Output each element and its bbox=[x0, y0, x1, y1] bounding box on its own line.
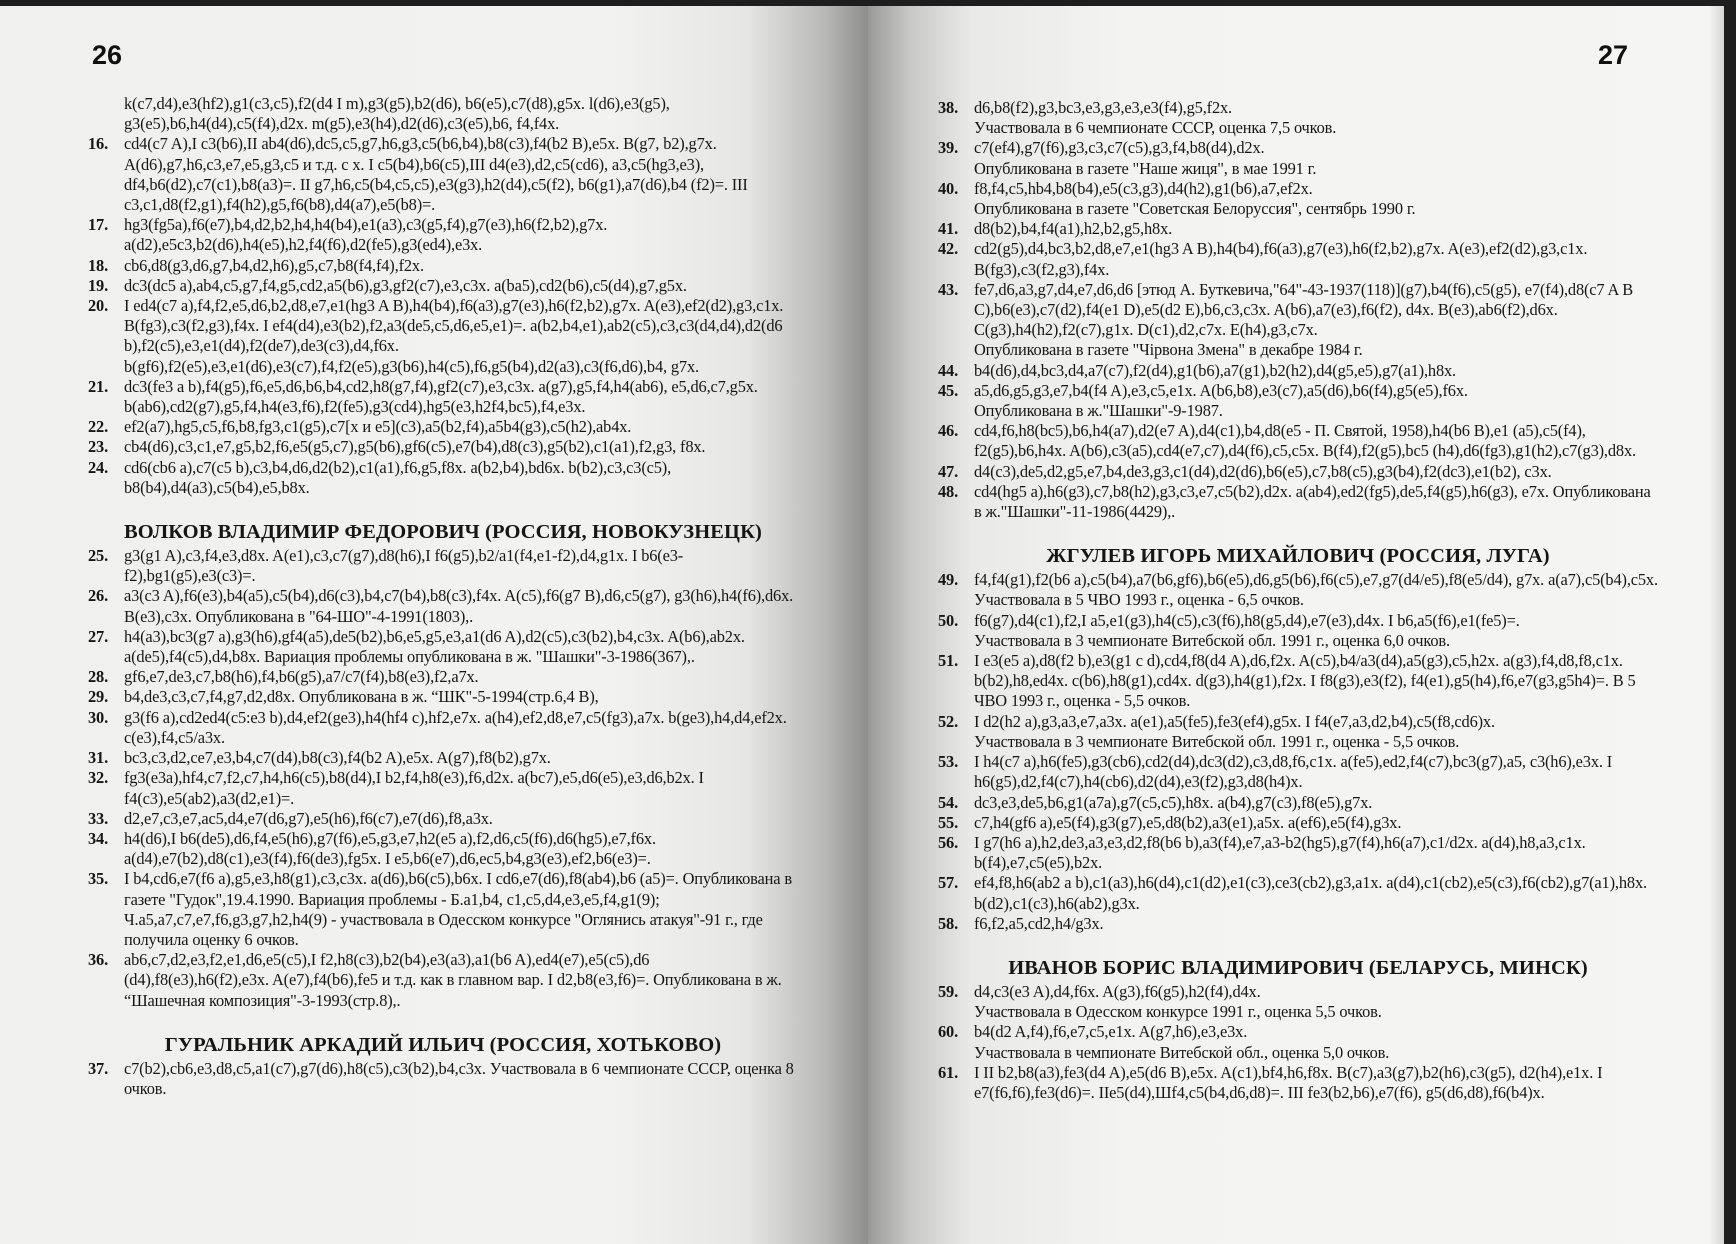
problem-solution: f8,f4,c5,hb4,b8(b4),e5(c3,g3),d4(h2),g1(b6),a7,ef2x. bbox=[974, 178, 1313, 198]
right-page-content bbox=[938, 98, 1658, 1103]
problem-entry bbox=[88, 1059, 798, 1099]
problem-note: Опубликована в газете "Советская Белоруссия", сентябрь 1990 г. bbox=[974, 199, 1416, 219]
problem-number: 47. bbox=[938, 461, 959, 481]
problem-number: 50. bbox=[938, 610, 959, 630]
problem-number: 25. bbox=[88, 546, 109, 566]
author-heading: ЖГУЛЕВ ИГОРЬ МИХАЙЛОВИЧ (РОССИЯ, ЛУГА) bbox=[1046, 545, 1550, 568]
problem-solution: dc3(dc5 a),ab4,c5,g7,f4,g5,cd2,a5(b6),g3,gf2(c7),e3,c3x. a(ba5),cd2(b6),c5(d4),g7,g5x. bbox=[124, 275, 687, 295]
problem-number: 56. bbox=[938, 832, 959, 852]
problem-entry bbox=[88, 627, 798, 667]
problem-number: 20. bbox=[88, 296, 109, 316]
problem-number: 43. bbox=[938, 279, 959, 299]
problem-solution: fe7,d6,a3,g7,d4,e7,d6,d6 [этюд А. Буткевича,"64"-43-1937(118)](g7),b4(f6),c5(g5), e7(f4),d8(c7 A B C),b6(e3),c7(d2),f4(e1 D),e5(d2 E),b6,c3,c3x. A(b6),a7(e3),f6(f2), d4x. B(e3),ab6(f2),d6x. C(g3),h4(h2),f2(c7),g1x. D(c1),d2,c7x. E(h4),g3,c7x. bbox=[974, 279, 1634, 340]
problem-solution: cd4(c7 A),I c3(b6),II ab4(d6),dc5,c5,g7,h6,g3,c5(b6,b4),b8(c3),f4(b2 B),e5x. B(g7, b2),g7x. A(d6),g7,h6,c3,e7,e5,g3,c5 и т.д. с x. I c5(b4),b6(c5),III d4(e3),d2,c5(cd6), a3,c5(hg3,e3), df4,b6(d2),c7(c1),b8(a3)=. II g7,h6,c5(b4,c5,c5),e3(g3),h2(d4),c5(f2), b6(g1),a7(d6),b4 (f2)=. III c3,c1,d8(f2,g1),f4(h2),g5,f6(b8),d4(a7),e5(b8)=. bbox=[124, 134, 748, 215]
problem-number: 42. bbox=[938, 239, 959, 259]
problem-entry bbox=[88, 687, 798, 707]
problem-number: 36. bbox=[88, 950, 109, 970]
problem-number: 54. bbox=[938, 792, 959, 812]
problem-number: 44. bbox=[938, 360, 959, 380]
problem-solution: gf6,e7,de3,c7,b8(h6),f4,b6(g5),a7/c7(f4),b8(e3),f2,a7x. bbox=[124, 667, 479, 687]
problem-number: 28. bbox=[88, 667, 109, 687]
problem-number: 49. bbox=[938, 570, 959, 590]
problem-number: 21. bbox=[88, 376, 109, 396]
problem-entry bbox=[938, 570, 1658, 610]
problem-solution: cd2(g5),d4,bc3,b2,d8,e7,e1(hg3 A B),h4(b4),f6(a3),g7(e3),h6(f2,b2),g7x. A(e3),ef2(d2),g3,c1x. B(fg3),c3(f2,g3),f4x. bbox=[974, 239, 1588, 279]
problem-solution: cb4(d6),c3,c1,e7,g5,b2,f6,e5(g5,c7),g5(b6),gf6(c5),e7(b4),d8(c3),g5(b2),c1(a1),f2,g3, f8x. bbox=[124, 437, 706, 457]
problem-number: 37. bbox=[88, 1058, 109, 1078]
problem-entry bbox=[938, 611, 1658, 651]
problem-number: 16. bbox=[88, 134, 109, 154]
problem-entry bbox=[938, 914, 1658, 934]
problem-number: 32. bbox=[88, 768, 109, 788]
problem-solution: g3(f6 a),cd2ed4(c5:e3 b),d4,ef2(ge3),h4(hf4 c),hf2,e7x. a(h4),ef2,d8,e7,c5(fg3),a7x. b(ge3),h4,d4,ef2x. c(e3),f4,c5/a3x. bbox=[124, 707, 787, 747]
problem-entry bbox=[88, 748, 798, 768]
problem-number: 30. bbox=[88, 707, 109, 727]
problem-solution: I b4,cd6,e7(f6 a),g5,e3,h8(g1),c3,c3x. a(d6),b6(c5),b6x. I cd6,e7(d6),f8(ab4),b6 (a5)=. Опубликована в газете "Гудок",19.4.1990. Вариация проблемы - Б.a1,b4, c1,c5,d4,e3,e5,f4,g1(9); Ч.a5,a7,c7,e7,f6,g3,g7,h2,h4(9) - участвовала в Одесском конкурсе "Оглянись атакуя"-91 г., где получила оценку 6 очков. bbox=[124, 869, 792, 949]
problem-number: 58. bbox=[938, 913, 959, 933]
problem-solution: h4(a3),bc3(g7 a),g3(h6),gf4(a5),de5(b2),b6,e5,g5,e3,a1(d6 A),d2(c5),c3(b2),b4,c3x. A(b6),ab2x. a(de5),f4(c5),d4,b8x. Вариация проблемы опубликована в ж. "Шашки"-3-1986(367),. bbox=[124, 626, 745, 667]
problem-entry bbox=[88, 296, 798, 377]
problem-number: 48. bbox=[938, 481, 959, 501]
problem-solution: f6,f2,a5,cd2,h4/g3x. bbox=[974, 913, 1104, 933]
problem-number: 52. bbox=[938, 711, 959, 731]
problem-entry bbox=[938, 98, 1658, 138]
left-page-content bbox=[88, 94, 798, 1099]
problem-entry bbox=[938, 833, 1658, 873]
problem-number: 22. bbox=[88, 417, 109, 437]
problem-number: 53. bbox=[938, 752, 959, 772]
problem-solution: cd4,f6,h8(bc5),b6,h4(a7),d2(e7 A),d4(c1),b4,d8(e5 - П. Святой, 1958),h4(b6 B),e1 (a5),c5(f4), f2(g5),b6,h4x. A(b6),c3(a5),cd4(e7,c7),d4(f6),c5,c5x. B(f4),f2(g5),bc5 (h4),d6(fg3),g1(h2),c7(g3),d8x. bbox=[974, 421, 1636, 461]
problem-number: 45. bbox=[938, 380, 959, 400]
problem-entry bbox=[938, 280, 1658, 361]
problem-number: 34. bbox=[88, 828, 109, 848]
problem-note: Участвовала в чемпионате Витебской обл., оценка 5,0 очков. bbox=[974, 1042, 1390, 1062]
problem-solution: cd6(cb6 a),c7(c5 b),c3,b4,d6,d2(b2),c1(a1),f6,g5,f8x. a(b2,b4),bd6x. b(b2),c3,c3(c5), b8(b4),d4(a3),c5(b4),e5,b8x. bbox=[124, 457, 672, 497]
right-page bbox=[868, 6, 1724, 1244]
problem-solution: dc3(fe3 a b),f4(g5),f6,e5,d6,b6,b4,cd2,h8(g7,f4),gf2(c7),e3,c3x. a(g7),g5,f4,h4(ab6), e5,d6,c7,g5x. b(ab6),cd2(g7),g5,f4,h4(e3,f6),f2(fe5),g3(cd4),hg5(e3,h2f4,bc5),f4,e3x. bbox=[124, 376, 758, 417]
problem-entry bbox=[938, 138, 1658, 178]
problem-solution-continued: g3(e5),b6,h4(d4),c5(f4),d2x. m(g5),e3(h4),d2(d6),c3(e5),b6, f4,f4x. bbox=[124, 114, 560, 134]
problem-entry bbox=[938, 361, 1658, 381]
problem-number: 51. bbox=[938, 651, 959, 671]
page-number-right: 27 bbox=[1597, 40, 1628, 70]
problem-solution: ef4,f8,h6(ab2 a b),c1(a3),h6(d4),c1(d2),e1(c3),ce3(cb2),g3,a1x. a(d4),c1(cb2),e5(c3),f6(cb2),g7(a1),h8x. b(d2),c1(c3),h6(ab2),g3x. bbox=[974, 873, 1647, 913]
problem-number: 19. bbox=[88, 275, 109, 295]
problem-entry bbox=[938, 712, 1658, 752]
problem-solution: d2,e7,c3,e7,ac5,d4,e7(d6,g7),e5(h6),f6(c7),e7(d6),f8,a3x. bbox=[124, 808, 493, 828]
problem-solution: g3(g1 A),c3,f4,e3,d8x. A(e1),c3,c7(g7),d8(h6),I f6(g5),b2/a1(f4,e1-f2),d4,g1x. I b6(e3-f2),bg1(g5),e3(c3)=. bbox=[124, 546, 684, 586]
problem-number: 24. bbox=[88, 457, 109, 477]
problem-solution: b4(d2 A,f4),f6,e7,c5,e1x. A(g7,h6),e3,e3x. bbox=[974, 1022, 1248, 1042]
problem-entry bbox=[88, 134, 798, 215]
problem-note: Участвовала в 3 чемпионате Витебской обл. 1991 г., оценка 6,0 очков. bbox=[974, 630, 1450, 650]
problem-number: 61. bbox=[938, 1062, 959, 1082]
problem-entry bbox=[88, 546, 798, 586]
problem-solution: c7,h4(gf6 a),e5(f4),g3(g7),e5,d8(b2),a3(e1),a5x. a(ef6),e5(f4),g3x. bbox=[974, 812, 1402, 832]
problem-note: Участвовала в Одесском конкурсе 1991 г., оценка 5,5 очков. bbox=[974, 1002, 1382, 1022]
problem-number: 41. bbox=[938, 219, 959, 239]
problem-entry bbox=[88, 950, 798, 1011]
problem-solution: fg3(e3a),hf4,c7,f2,c7,h4,h6(c5),b8(d4),I b2,f4,h8(e3),f6,d2x. a(bc7),e5,d6(e5),e3,d6,b2x. I f4(c3),e5(ab2),a3(d2,e1)=. bbox=[124, 768, 704, 808]
problem-number: 35. bbox=[88, 869, 109, 889]
problem-entry bbox=[88, 667, 798, 687]
problem-solution: d8(b2),b4,f4(a1),h2,b2,g5,h8x. bbox=[974, 219, 1173, 239]
problem-number: 31. bbox=[88, 748, 109, 768]
problem-entry bbox=[938, 1022, 1658, 1062]
problem-entry bbox=[88, 768, 798, 808]
problem-solution: b4,de3,c3,c7,f4,g7,d2,d8x. Опубликована в ж. “ШК"-5-1994(стр.6,4 B), bbox=[124, 687, 599, 707]
problem-solution: I d2(h2 a),g3,a3,e7,a3x. a(e1),a5(fe5),fe3(ef4),g5x. I f4(e7,a3,d2,b4),c5(f8,cd6)x. bbox=[974, 711, 1495, 731]
problem-entry bbox=[938, 219, 1658, 239]
problem-entry bbox=[88, 417, 798, 437]
problem-number: 26. bbox=[88, 586, 109, 606]
problem-entry bbox=[938, 462, 1658, 482]
problem-solution: d4,c3(e3 A),d4,f6x. A(g3),f6(g5),h2(f4),d4x. bbox=[974, 981, 1261, 1001]
problem-number: 57. bbox=[938, 873, 959, 893]
problem-entry bbox=[938, 381, 1658, 421]
problem-note: Опубликована в ж."Шашки"-9-1987. bbox=[974, 401, 1223, 421]
problem-solution: d6,b8(f2),g3,bc3,e3,g3,e3,e3(f4),g5,f2x. bbox=[974, 98, 1232, 117]
problem-number: 18. bbox=[88, 255, 109, 275]
problem-entry bbox=[88, 869, 798, 950]
problem-number: 60. bbox=[938, 1022, 959, 1042]
problem-entry bbox=[938, 482, 1658, 522]
problem-solution: c7(ef4),g7(f6),g3,c3,c7(c5),g3,f4,b8(d4),d2x. bbox=[974, 138, 1265, 158]
problem-solution: I ed4(c7 a),f4,f2,e5,d6,b2,d8,e7,e1(hg3 A B),h4(b4),f6(a3),g7(e3),h6(f2,b2),g7x. A(e3),ef2(d2),g3,c1x. B(fg3),c3(f2,g3),f4x. I ef4(d4),e3(b2),f2,a3(de5,c5,d6,e5,e1)=. a(b2,b4,e1),ab2(c5),c3,c3(d4,d4),d2(d6 b),f2(c5),e3,e1(d4),f2(de7),de3(c3),d4,f6x. b(gf6),f2(e5),e3,e1(d6),e3(c7),f4,f2(e5),g3(b6),h4(c5),f6,g5(b4),d2(a3),c3(f6,d6),b4, g7x. bbox=[124, 296, 784, 376]
author-heading: ГУРАЛЬНИК АРКАДИЙ ИЛЬИЧ (РОССИЯ, ХОТЬКОВО) bbox=[164, 1033, 722, 1056]
problem-entry bbox=[88, 256, 798, 276]
problem-note: Участвовала в 3 чемпионате Витебской обл. 1991 г., оценка - 5,5 очков. bbox=[974, 731, 1460, 751]
problem-entry bbox=[938, 179, 1658, 219]
problem-solution: c7(b2),cb6,e3,d8,c5,a1(c7),g7(d6),h8(c5),c3(b2),b4,c3x. Участвовала в 6 чемпионате СССР, оценка 8 очков. bbox=[124, 1058, 794, 1098]
problem-solution: d4(c3),de5,d2,g5,e7,b4,de3,g3,c1(d4),d2(d6),b6(e5),c7,b8(c5),g3(b4),f2(dc3),e1(b2), c3x. bbox=[974, 461, 1552, 481]
problem-number: 27. bbox=[88, 626, 109, 646]
problem-solution: dc3,e3,de5,b6,g1(a7a),g7(c5,c5),h8x. a(b4),g7(c3),f8(e5),g7x. bbox=[974, 792, 1373, 812]
problem-entry bbox=[938, 982, 1658, 1022]
problem-number: 29. bbox=[88, 687, 109, 707]
problem-solution: cb6,d8(g3,d6,g7,b4,d2,h6),g5,c7,b8(f4,f4),f2x. bbox=[124, 255, 424, 275]
problem-entry bbox=[88, 586, 798, 626]
problem-number: 17. bbox=[88, 215, 109, 235]
page-number-left: 26 bbox=[92, 40, 123, 70]
problem-number: 55. bbox=[938, 812, 959, 832]
problem-number: 39. bbox=[938, 138, 959, 158]
problem-entry bbox=[88, 708, 798, 748]
problem-note: Опубликована в газете "Наше жиця", в мае 1991 г. bbox=[974, 158, 1317, 178]
problem-solution: k(c7,d4),e3(hf2),g1(c3,c5),f2(d4 I m),g3(g5),b2(d6), b6(e5),c7(d8),g5x. l(d6),e3(g5), bbox=[124, 94, 670, 113]
problem-number: 46. bbox=[938, 421, 959, 441]
problem-solution: f6(g7),d4(c1),f2,I a5,e1(g3),h4(c5),c3(f6),h8(g5,d4),e7(e3),d4x. I b6,a5(f6),e1(fe5)=. bbox=[974, 610, 1520, 630]
problem-number: 59. bbox=[938, 981, 959, 1001]
problem-entry bbox=[88, 276, 798, 296]
problem-solution: ef2(a7),hg5,c5,f6,b8,fg3,c1(g5),c7[x и e5](c3),a5(b2,f4),a5b4(g3),c5(h2),ab4x. bbox=[124, 417, 632, 437]
problem-note: Опубликована в газете "Чірвона Змена" в декабре 1984 г. bbox=[974, 340, 1363, 360]
author-heading: ИВАНОВ БОРИС ВЛАДИМИРОВИЧ (БЕЛАРУСЬ, МИНСК) bbox=[1008, 956, 1588, 979]
problem-entry bbox=[938, 651, 1658, 712]
problem-entry bbox=[88, 377, 798, 417]
problem-solution: h4(d6),I b6(de5),d6,f4,e5(h6),g7(f6),e5,g3,e7,h2(e5 a),f2,d6,c5(f6),d6(hg5),e7,f6x. a(d4),e7(b2),d8(c1),e3(f4),f6(de3),fg5x. I e5,b6(e7),d6,ec5,b4,g3(e3),ef2,b6(e3)=. bbox=[124, 828, 656, 869]
problem-entry bbox=[938, 873, 1658, 913]
problem-solution: f4,f4(g1),f2(b6 a),c5(b4),a7(b6,gf6),b6(e5),d6,g5(b6),f6(c5),e7,g7(d4/e5),f8(e5/d4), g7x. a(a7),c5(b4),c5x. Участвовала в 5 ЧВО 1993 г., оценка - 6,5 очков. bbox=[974, 570, 1658, 610]
problem-entry bbox=[88, 437, 798, 457]
problem-solution: a3(c3 A),f6(e3),b4(a5),c5(b4),d6(c3),b4,c7(b4),b8(c3),f4x. A(c5),f6(g7 B),d6,c5(g7), g3(h6),h4(f6),d6x. B(e3),c3x. Опубликована в "64-ШО"-4-1991(1803),. bbox=[124, 586, 794, 626]
problem-solution: I g7(h6 a),h2,de3,a3,e3,d2,f8(b6 b),a3(f4),e7,a3-b2(hg5),g7(f4),h6(a7),c1/d2x. a(d4),h8,a3,c1x. b(f4),e7,c5(e5),b2x. bbox=[974, 832, 1586, 873]
problem-entry bbox=[938, 239, 1658, 279]
problem-entry bbox=[88, 829, 798, 869]
problem-entry bbox=[938, 1063, 1658, 1103]
problem-entry bbox=[88, 94, 798, 134]
problem-number: 33. bbox=[88, 808, 109, 828]
problem-entry bbox=[938, 793, 1658, 813]
problem-solution: I II b2,b8(a3),fe3(d4 A),e5(d6 B),e5x. A(c1),bf4,h6,f8x. B(c7),a3(g7),b2(h6),c3(g5), d2(h4),e1x. I e7(f6,f6),fe3(d6)=. IIe5(d4),Шf4,c5(b4,d6,d8)=. III fe3(b2,b6),e7(f6), g5(d6,d8),f6(b4)x. bbox=[974, 1062, 1603, 1102]
problem-solution: I e3(e5 a),d8(f2 b),e3(g1 c d),cd4,f8(d4 A),d6,f2x. A(c5),b4/a3(d4),a5(g3),c5,h2x. a(g3),f4,d8,f8,c1x. b(b2),h8,ed4x. c(b6),h8(g1),cd4x. d(g3),h4(g1),f2x. I f8(g3),e3(f2), f4(e1),g5(h4),f6,e7(g3,g5h4)=. В 5 ЧВО 1993 г., оценка - 5,5 очков. bbox=[974, 651, 1636, 711]
problem-entry bbox=[88, 458, 798, 498]
problem-number: 23. bbox=[88, 437, 109, 457]
problem-solution: cd4(hg5 a),h6(g3),c7,b8(h2),g3,c3,e7,c5(b2),d2x. a(ab4),ed2(fg5),de5,f4(g5),h6(g3), e7x. Опубликована в ж."Шашки"-11-1986(4429),. bbox=[974, 481, 1651, 522]
problem-solution: I h4(c7 a),h6(fe5),g3(cb6),cd2(d4),dc3(d2),c3,d8,f6,c1x. a(fe5),ed2,f4(c7),bc3(g7),a5, c3(h6),e3x. I h6(g5),d2,f4(c7),h4(cb6),d2(d4),e3(f2),g3,d8(h4)x. bbox=[974, 752, 1613, 792]
problem-entry bbox=[938, 813, 1658, 833]
problem-solution: ab6,c7,d2,e3,f2,e1,d6,e5(c5),I f2,h8(c3),b2(b4),e3(a3),a1(b6 A),ed4(e7),e5(c5),d6 (d4),f8(e3),h6(f2),e3x. A(e7),f4(b6),fe5 и т.д. как в главном вар. I d2,b8(e3,f6)=. Опубликована в ж. “Шашечная композиция"-3-1993(стр.8),. bbox=[124, 950, 782, 1010]
problem-entry bbox=[938, 421, 1658, 461]
problem-number: 38. bbox=[938, 98, 959, 117]
problem-solution: hg3(fg5a),f6(e7),b4,d2,b2,h4,h4(b4),e1(a3),c3(g5,f4),g7(e3),h6(f2,b2),g7x. a(d2),e5c3,b2(d6),h4(e5),h2,f4(f6),d2(fe5),g3(ed4),e3x. bbox=[124, 215, 608, 255]
problem-number: 40. bbox=[938, 178, 959, 198]
problem-entry bbox=[88, 809, 798, 829]
problem-entry bbox=[938, 752, 1658, 792]
problem-solution: bc3,c3,d2,ce7,e3,b4,c7(d4),b8(c3),f4(b2 A),e5x. A(g7),f8(b2),g7x. bbox=[124, 748, 551, 768]
problem-solution: b4(d6),d4,bc3,d4,a7(c7),f2(d4),g1(b6),a7(g1),b2(h2),d4(g5,e5),g7(a1),h8x. bbox=[974, 360, 1456, 380]
problem-solution: a5,d6,g5,g3,e7,b4(f4 A),e3,c5,e1x. A(b6,b8),e3(c7),a5(d6),b6(f4),g5(e5),f6x. bbox=[974, 380, 1468, 400]
left-page bbox=[0, 6, 868, 1244]
problem-entry bbox=[88, 215, 798, 255]
problem-note: Участвовала в 6 чемпионате СССР, оценка 7,5 очков. bbox=[974, 118, 1337, 138]
author-heading: ВОЛКОВ ВЛАДИМИР ФЕДОРОВИЧ (РОССИЯ, НОВОКУЗНЕЦК) bbox=[124, 521, 762, 544]
